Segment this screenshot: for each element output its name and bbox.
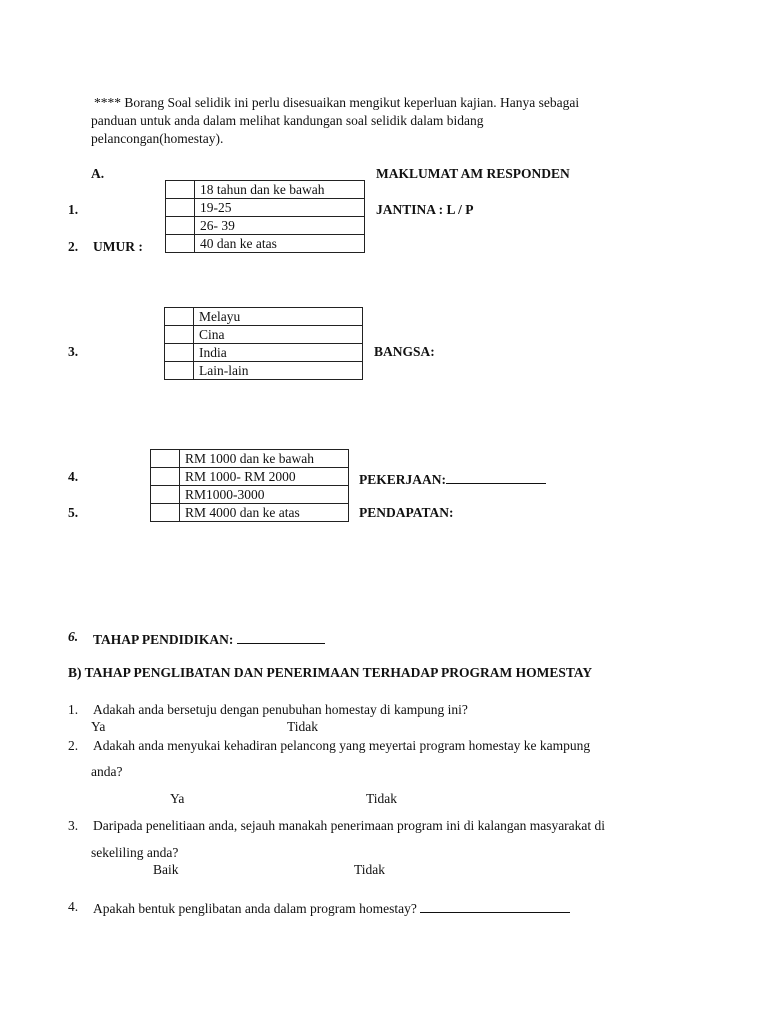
pendapatan-label: PENDAPATAN:: [359, 505, 454, 520]
pekerjaan-label: PEKERJAAN:: [359, 472, 446, 487]
q3-number: 3.: [68, 344, 79, 359]
b-q3-good-option[interactable]: Baik: [153, 862, 179, 877]
pendapatan-option-row: [151, 486, 349, 504]
b-q2-text: Adakah anda menyukai kehadiran pelancong yang meyertai program homestay ke kampung: [93, 738, 591, 753]
b-q1-yes-option[interactable]: Ya: [91, 719, 106, 734]
pendapatan-checkbox-3[interactable]: [151, 504, 180, 522]
bangsa-option-label: Melayu: [194, 308, 363, 326]
pendapatan-checkbox-2[interactable]: [151, 486, 180, 504]
pekerjaan-blank[interactable]: [446, 469, 546, 484]
pendidikan-blank[interactable]: [237, 629, 325, 644]
section-a-letter: A.: [91, 166, 105, 181]
pendapatan-option-label: RM 1000 dan ke bawah: [180, 450, 349, 468]
umur-options-table: [165, 180, 365, 253]
bangsa-option-row: [165, 362, 363, 380]
b-q3-text: Daripada penelitiaan anda, sejauh manakah penerimaan program ini di kalangan masyarakat di: [93, 818, 606, 833]
q1-number: 1.: [68, 202, 79, 217]
pekerjaan-field: [359, 469, 546, 488]
jantina-label: JANTINA : L / P: [376, 202, 474, 217]
pendapatan-checkbox-0[interactable]: [151, 450, 180, 468]
umur-checkbox-1[interactable]: [166, 199, 195, 217]
bangsa-option-label: Cina: [194, 326, 363, 344]
bangsa-option-row: [165, 326, 363, 344]
pendapatan-option-label: RM 4000 dan ke atas: [180, 504, 349, 522]
bangsa-checkbox-3[interactable]: [165, 362, 194, 380]
b-q2-text-cont: anda?: [91, 764, 123, 779]
b-q4-field: [93, 898, 570, 917]
umur-option-label: 18 tahun dan ke bawah: [195, 181, 365, 199]
intro-note: [91, 94, 651, 148]
umur-option-label: 40 dan ke atas: [195, 235, 365, 253]
umur-checkbox-0[interactable]: [166, 181, 195, 199]
pendapatan-option-label: RM 1000- RM 2000: [180, 468, 349, 486]
b-q4-text: Apakah bentuk penglibatan anda dalam program homestay?: [93, 901, 417, 916]
bangsa-option-label: India: [194, 344, 363, 362]
pendapatan-checkbox-1[interactable]: [151, 468, 180, 486]
bangsa-option-row: [165, 344, 363, 362]
bangsa-checkbox-1[interactable]: [165, 326, 194, 344]
b-q3-text-cont: sekeliling anda?: [91, 845, 179, 860]
b-q4-blank[interactable]: [420, 898, 570, 913]
umur-label: UMUR :: [93, 239, 143, 254]
q2-number: 2.: [68, 239, 79, 254]
section-b-title: B) TAHAP PENGLIBATAN DAN PENERIMAAN TERHADAP PROGRAM HOMESTAY: [68, 665, 593, 680]
umur-checkbox-2[interactable]: [166, 217, 195, 235]
umur-option-row: [166, 181, 365, 199]
pendidikan-field: [93, 629, 325, 648]
intro-line-2: panduan untuk anda dalam melihat kandungan soal selidik dalam bidang: [91, 113, 484, 128]
umur-checkbox-3[interactable]: [166, 235, 195, 253]
b-q1-number: 1.: [68, 702, 79, 717]
bangsa-option-label: Lain-lain: [194, 362, 363, 380]
b-q2-no-option[interactable]: Tidak: [366, 791, 398, 806]
bangsa-label: BANGSA:: [374, 344, 435, 359]
pendapatan-option-row: [151, 504, 349, 522]
b-q1-text: Adakah anda bersetuju dengan penubuhan homestay di kampung ini?: [93, 702, 468, 717]
pendapatan-option-row: [151, 450, 349, 468]
q6-number: 6.: [68, 629, 79, 644]
b-q2-number: 2.: [68, 738, 79, 753]
q4-number: 4.: [68, 469, 79, 484]
bangsa-checkbox-2[interactable]: [165, 344, 194, 362]
b-q4-number: 4.: [68, 899, 79, 914]
pendapatan-option-label: RM1000-3000: [180, 486, 349, 504]
pendidikan-label: TAHAP PENDIDIKAN:: [93, 632, 234, 647]
bangsa-checkbox-0[interactable]: [165, 308, 194, 326]
umur-option-row: [166, 235, 365, 253]
pendapatan-option-row: [151, 468, 349, 486]
pendapatan-options-table: [150, 449, 349, 522]
bangsa-options-table: [164, 307, 363, 380]
umur-option-label: 26- 39: [195, 217, 365, 235]
b-q3-number: 3.: [68, 818, 79, 833]
umur-option-row: [166, 217, 365, 235]
intro-line-1: **** Borang Soal selidik ini perlu disesuaikan mengikut keperluan kajian. Hanya sebagai: [94, 95, 580, 110]
bangsa-option-row: [165, 308, 363, 326]
intro-line-3: pelancongan(homestay).: [91, 131, 224, 146]
section-a-title: MAKLUMAT AM RESPONDEN: [376, 166, 570, 181]
umur-option-label: 19-25: [195, 199, 365, 217]
b-q1-no-option[interactable]: Tidak: [287, 719, 319, 734]
b-q2-yes-option[interactable]: Ya: [170, 791, 185, 806]
b-q3-no-option[interactable]: Tidak: [354, 862, 386, 877]
umur-option-row: [166, 199, 365, 217]
q5-number: 5.: [68, 505, 79, 520]
